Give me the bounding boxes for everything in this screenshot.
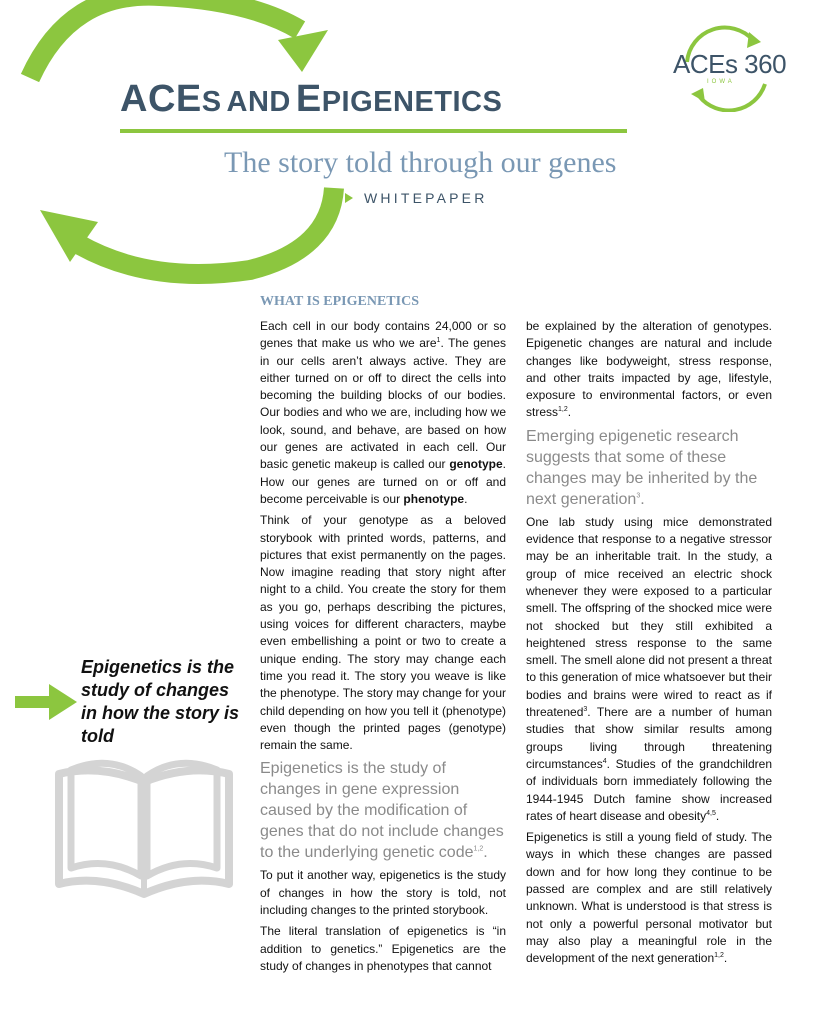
- logo-text: ACEs 360: [673, 49, 787, 79]
- callout-quote: Epigenetics is the study of changes in gene expression caused by the modification of genes that do not include changes to the underlying genetic code$^{1,2}$.: [260, 760, 504, 862]
- open-book-icon: [49, 752, 239, 902]
- sidebar-quote: Epigenetics is the study of changes in how the story is told: [81, 657, 240, 746]
- paragraph: One lab study using mice demonstrated evidence that response to a negative stressor may be an inheritable trait. In the study, a group of mice received an electric shock whenever they were exposed to a particular smell. The offspring of the shocked mice were not shocked but they still exhibited a heightened stress response to the same smell. The smell alone did not present a threat to this generation of mice whatsoever but their bodies and brains were wired to react as if threatened$^3$. There are a number of human studies that show similar results among groups living through threatening circumstances$^4$. Studies of the grandchildren of individuals born immediately following the 1944-1945 Dutch famine show increased rates of heart disease and obesity$^{4,5}$.: [526, 514, 772, 823]
- triangle-bullet-icon: [345, 193, 353, 203]
- paragraph: To put it another way, epigenetics is the study of changes in how the story is told, not including changes to the printed storybook.: [260, 868, 506, 918]
- page-subtitle: The story told through our genes: [224, 146, 617, 179]
- paragraph: Each cell in our body contains 24,000 or so genes that make us who we are$^1$. The genes in our cells aren’t always active. They are either turned on or off to direct the cells into becoming the building blocks of our bodies. Our bodies and who we are, including how we look, sound, and behave, are based on how our genes are activated in each cell. Our basic genetic makeup is called our genotype. How our genes are turned on or off and become perceivable is our phenotype.: [260, 319, 506, 506]
- title-divider: [120, 129, 627, 133]
- paragraph: be explained by the alteration of genotypes. Epigenetic changes are natural and include changes like bodyweight, stress response, and other traits impacted by age, lifestyle, exposure to environmental factors, or even stress$^{1,2}$.: [526, 319, 772, 420]
- right-arrow-icon: [15, 684, 77, 720]
- paragraph: Think of your genotype as a beloved storybook with printed words, patterns, and pictures that exist permanently on the pages. Now imagine reading that story night after night to a child. You create the story for them as you go, perhaps describing the pictures, using voices for different characters, maybe even embellishing a point or two to create a unique ending. The story may change each time you read it. The story you weave is like the phenotype. The story may change for your child depending on how you tell it (phenotype) even though the printed pages (genotype) remain the same.: [260, 513, 506, 753]
- callout-quote: Emerging epigenetic research suggests that some of these changes may be inherited by the next generation$^3$.: [526, 427, 758, 508]
- whitepaper-label: WHITEPAPER: [364, 190, 488, 206]
- section-heading: WHAT IS EPIGENETICS: [260, 294, 419, 309]
- article-column-1: [260, 318, 506, 979]
- paragraph: The literal translation of epigenetics is “in addition to genetics.” Epigenetics are the study of changes in phenotypes that cannot: [260, 924, 506, 973]
- paragraph: Epigenetics is still a young field of study. The ways in which these changes are passed down and for how long they continue to be passed are complex and are still relatively unknown. What is understood is that stress is not only a powerful personal motivator but may also play a meaningful role in the development of the next generation$^{1,2}$.: [526, 830, 772, 966]
- logo-subtext: IOWA: [707, 79, 735, 85]
- page-title: ACES AND EPIGENETICS: [120, 78, 503, 120]
- article-column-2: [526, 318, 772, 972]
